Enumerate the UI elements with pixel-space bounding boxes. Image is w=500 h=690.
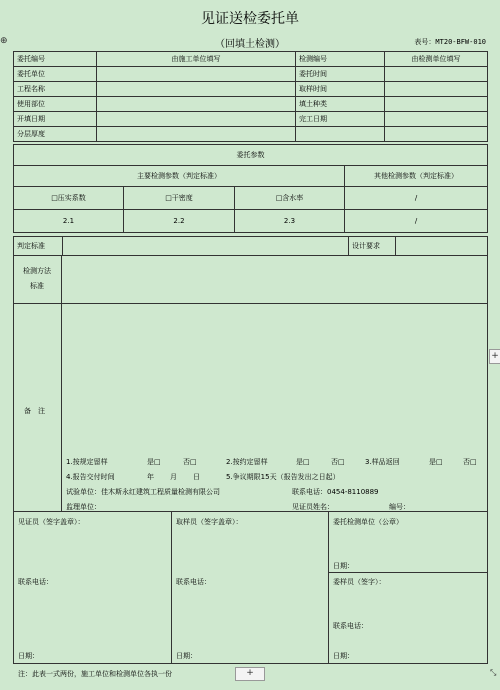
sender-sign[interactable]: 委样员（签字）： xyxy=(333,578,386,586)
remark-no-1[interactable]: 否□ xyxy=(183,458,197,466)
sampler-phone[interactable]: 联系电话： xyxy=(176,578,211,586)
info-value-v2[interactable]: 由检测单位填写 xyxy=(385,52,488,67)
sampler-sign[interactable]: 取样员（签字盖章）： xyxy=(176,518,243,526)
remark-no-3[interactable]: 否□ xyxy=(463,458,477,466)
table-move-handle-icon[interactable]: ⊕ xyxy=(0,36,8,46)
design-value[interactable] xyxy=(396,237,488,256)
client-date[interactable]: 日期： xyxy=(333,562,354,570)
remark-dispute: 5.争议期限15天（报告发出之日起） xyxy=(226,473,340,481)
method-block xyxy=(13,255,488,304)
sampler-cell xyxy=(171,511,329,664)
info-value-v2[interactable] xyxy=(385,112,488,127)
witness-name: 见证员姓名： xyxy=(292,503,334,511)
judgement-value[interactable] xyxy=(63,237,349,256)
info-label-l1: 使用部位 xyxy=(14,97,97,112)
info-label-l2: 完工日期 xyxy=(296,112,385,127)
form-title: 见证送检委托单 xyxy=(201,11,299,27)
remark-yes-2[interactable]: 是□ xyxy=(296,458,310,466)
remark-retain-sample: 1.按规定留样 xyxy=(66,458,108,466)
info-table xyxy=(13,51,488,142)
supervisor-unit: 监理单位： xyxy=(66,503,101,511)
remark-day: 日 xyxy=(193,473,200,481)
other-params-header: 其他检测参数（判定标准） xyxy=(345,166,488,187)
param-code-1: 2.1 xyxy=(14,210,124,233)
info-value-v2[interactable] xyxy=(385,67,488,82)
witness-no: 编号： xyxy=(389,503,410,511)
info-label-l1: 委托单位 xyxy=(14,67,97,82)
remark-agreed-sample: 2.按约定留样 xyxy=(226,458,268,466)
info-value-v2[interactable] xyxy=(385,82,488,97)
info-label-l1: 分层厚度 xyxy=(14,127,97,142)
witness-date[interactable]: 日期： xyxy=(18,652,39,660)
info-value-v1[interactable] xyxy=(97,67,296,82)
main-params-header: 主要检测参数（判定标准） xyxy=(14,166,345,187)
remarks-label: 备 注 xyxy=(24,407,45,415)
info-row xyxy=(14,97,488,112)
remark-yes-1[interactable]: 是□ xyxy=(147,458,161,466)
client-unit-seal[interactable]: 委托检测单位（公章） xyxy=(333,518,403,526)
form-subtitle: （回填土检测） xyxy=(215,39,285,50)
test-phone: 联系电话：0454-8110889 xyxy=(292,488,379,496)
info-value-v1[interactable] xyxy=(97,82,296,97)
sampler-date[interactable]: 日期： xyxy=(176,652,197,660)
witness-phone[interactable]: 联系电话： xyxy=(18,578,53,586)
remark-month: 月 xyxy=(170,473,177,481)
info-label-l2: 检测编号 xyxy=(296,52,385,67)
info-label-l1: 委托编号 xyxy=(14,52,97,67)
remark-no-2[interactable]: 否□ xyxy=(331,458,345,466)
add-row-button[interactable]: + xyxy=(235,667,265,681)
footer-note: 注：此表一式两份，施工单位和检测单位各执一份 xyxy=(18,670,172,678)
client-divider xyxy=(328,572,488,573)
params-table xyxy=(13,144,488,233)
design-label: 设计要求 xyxy=(349,237,396,256)
other-param-2: / xyxy=(345,210,488,233)
info-value-v2[interactable] xyxy=(385,127,488,142)
remark-yes-3[interactable]: 是□ xyxy=(429,458,443,466)
info-row xyxy=(14,67,488,82)
judgement-label: 判定标准 xyxy=(14,237,63,256)
info-row xyxy=(14,82,488,97)
param-moisture[interactable]: □含水率 xyxy=(235,187,345,210)
sender-phone[interactable]: 联系电话： xyxy=(333,622,368,630)
resize-handle-icon[interactable]: ⤡ xyxy=(490,668,497,677)
info-value-v1[interactable] xyxy=(97,127,296,142)
info-label-l2: 填土种类 xyxy=(296,97,385,112)
test-unit: 试验单位：佳木斯永红建筑工程质量检测有限公司 xyxy=(66,488,220,496)
info-value-v1[interactable]: 由施工单位填写 xyxy=(97,52,296,67)
method-label: 检测方法 标准 xyxy=(23,267,51,290)
other-param-1: / xyxy=(345,187,488,210)
info-label-l2: 委托时间 xyxy=(296,67,385,82)
remark-report-time: 4.报告交付时间 xyxy=(66,473,115,481)
info-label-l1: 开填日期 xyxy=(14,112,97,127)
info-row xyxy=(14,52,488,67)
judgement-table xyxy=(13,236,488,256)
info-value-v1[interactable] xyxy=(97,112,296,127)
param-code-2: 2.2 xyxy=(124,210,235,233)
param-dry-density[interactable]: □干密度 xyxy=(124,187,235,210)
form-number: 表号：MT20-BFW-010 xyxy=(414,38,486,46)
remark-sample-return: 3.样品返回 xyxy=(365,458,400,466)
info-label-l2 xyxy=(296,127,385,142)
sender-date[interactable]: 日期： xyxy=(333,652,354,660)
info-value-v1[interactable] xyxy=(97,97,296,112)
info-row xyxy=(14,112,488,127)
param-code-3: 2.3 xyxy=(235,210,345,233)
param-compaction[interactable]: □压实系数 xyxy=(14,187,124,210)
info-label-l1: 工程名称 xyxy=(14,82,97,97)
info-row xyxy=(14,127,488,142)
info-value-v2[interactable] xyxy=(385,97,488,112)
params-header: 委托参数 xyxy=(14,145,488,166)
info-label-l2: 取样时间 xyxy=(296,82,385,97)
add-column-button[interactable]: + xyxy=(489,349,500,364)
witness-sign[interactable]: 见证员（签字盖章）： xyxy=(18,518,85,526)
remark-year: 年 xyxy=(147,473,154,481)
